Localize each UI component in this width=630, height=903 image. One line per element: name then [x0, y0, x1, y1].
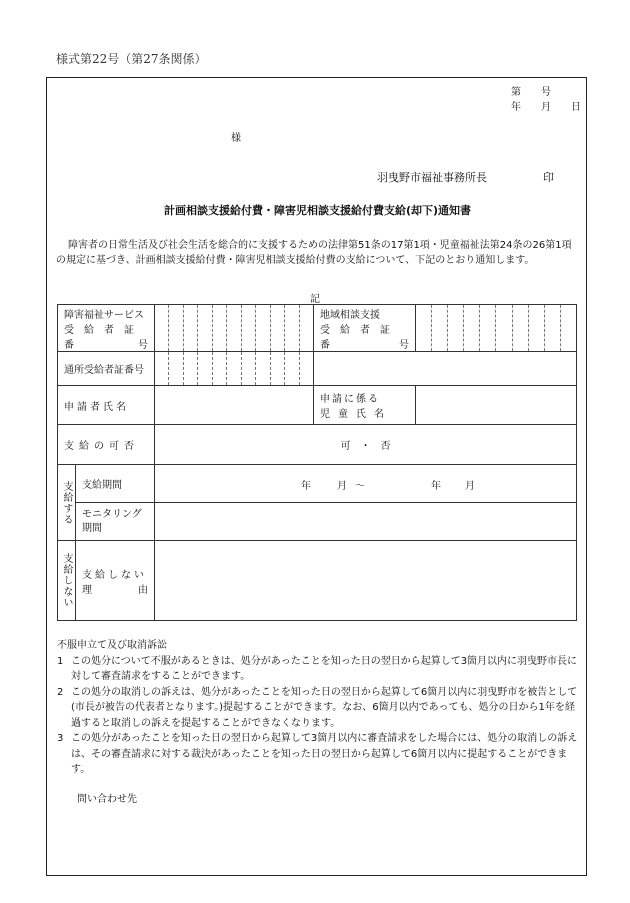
- applicant-name-field[interactable]: [155, 386, 314, 425]
- reason-line2a: 理: [82, 584, 92, 596]
- community-cert-line3a: 番: [320, 339, 330, 351]
- deny-side-label: [58, 541, 76, 621]
- issuer: 羽曳野市福祉事務所長: [377, 171, 487, 184]
- note-num: 1: [57, 655, 64, 667]
- community-cert-line3b: 号: [399, 339, 409, 351]
- notes-heading: 不服申立て及び取消訴訟: [57, 640, 167, 651]
- number-no: 第: [511, 87, 521, 98]
- approval-label: 支給の可否: [58, 425, 155, 465]
- number-go: 号: [541, 87, 551, 98]
- applicant-name-label: 申請者氏名: [58, 386, 155, 425]
- ki-mark: 記: [310, 294, 320, 305]
- daycare-cert-digits[interactable]: [155, 352, 314, 386]
- note-num: 3: [57, 733, 64, 744]
- reason-line2b: 由: [138, 584, 148, 596]
- period-month2: 月: [465, 480, 475, 492]
- community-cert-label: [314, 305, 416, 352]
- period-field[interactable]: [155, 465, 577, 503]
- note-text: この処分について不服があるときは、処分があったことを知った日の翌日から起算して3箇月以内に羽曳野市長に対して審査請求をすることができます。: [71, 655, 578, 682]
- grant-side-label: [58, 465, 76, 541]
- disability-cert-digits[interactable]: [155, 305, 314, 352]
- form-number: 様式第22号（第27条関係）: [56, 52, 207, 66]
- period-month1: 月: [337, 480, 347, 492]
- intro-text: 障害者の日常生活及び社会生活を総合的に支援するための法律第51条の17第1項・児童福祉法第24条の26第1項の規定に基づき、計画相談支援給付費・障害児相談支援給付費の支給について、下記のとおり通知します。: [56, 240, 572, 266]
- period-year1: 年: [301, 480, 311, 492]
- date-day: 日: [571, 102, 581, 113]
- disability-cert-line3a: 番: [64, 339, 74, 351]
- document-title: 計画相談支援給付費・障害児相談支援給付費支給(却下)通知書: [163, 204, 472, 217]
- reason-label: [76, 541, 155, 621]
- period-year2: 年: [431, 480, 441, 492]
- disability-cert-line3b: 号: [138, 339, 148, 351]
- disability-cert-line1: 障害福祉サービス: [64, 309, 144, 321]
- seal: 印: [543, 171, 554, 184]
- details-table: [57, 304, 577, 621]
- date-year: 年: [511, 102, 521, 113]
- community-cert-line2: 受 給 者 証: [320, 324, 390, 336]
- appeal-notes: [57, 638, 582, 807]
- document-frame: [46, 77, 587, 876]
- deny-side-text: 支給しない: [61, 553, 72, 608]
- period-label: 支給期間: [76, 465, 155, 503]
- grant-side-text: 支給する: [61, 480, 72, 525]
- note-text: この処分があったことを知った日の翌日から起算して3箇月以内に審査請求をした場合には、処分の取消しの訴えは、その審査請求に対する裁決があったことを知った日の翌日から起算して6箇月以内に提起することができます。: [71, 733, 578, 775]
- note-text: この処分の取消しの訴えは、処分があったことを知った日の翌日から起算して6箇月以内に羽曳野市を被告として(市長が被告の代表者となります。)提起することができます。なお、6箇月以内であっても、処分の日から1年を経過すると取消しの訴えを提起することができなくなります。: [71, 686, 578, 729]
- note-num: 2: [57, 686, 64, 698]
- disability-cert-label: [58, 305, 155, 352]
- child-name-line2: 児童氏名: [320, 409, 392, 420]
- daycare-cert-label: 通所受給者証番号: [58, 352, 155, 386]
- reason-line1: 支給しない: [82, 569, 147, 581]
- period-tilde: ～: [355, 480, 365, 492]
- community-cert-line1: 地域相談支援: [320, 309, 380, 321]
- daycare-cert-blank: [314, 352, 577, 386]
- approval-choice[interactable]: 可 ・ 否: [155, 425, 577, 465]
- disability-cert-line2: 受 給 者 証: [64, 324, 134, 336]
- note-item: [57, 685, 582, 732]
- community-cert-digits[interactable]: [416, 305, 577, 352]
- note-item: [57, 731, 582, 778]
- child-name-label: [314, 386, 416, 425]
- child-name-field[interactable]: [416, 386, 577, 425]
- contact-label: 問い合わせ先: [77, 793, 137, 805]
- reason-field[interactable]: [155, 541, 577, 621]
- date-month: 月: [541, 102, 551, 113]
- addressee-sama: 様: [231, 133, 241, 144]
- monitoring-label: モニタリング期間: [76, 503, 155, 541]
- child-name-line1: 申請に係る: [320, 394, 380, 405]
- monitoring-field[interactable]: [155, 503, 577, 541]
- note-item: [57, 654, 582, 685]
